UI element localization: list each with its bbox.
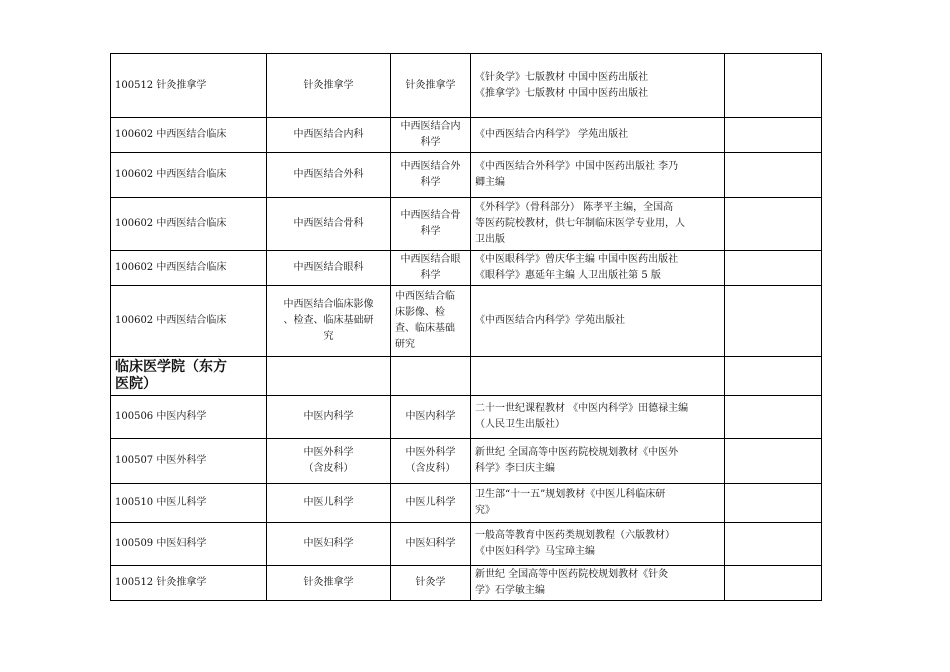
reference-book-cell: [471, 286, 725, 357]
reference-book-line: 科学》李曰庆主编: [475, 463, 555, 474]
exam-subject-text: 查、临床基础: [395, 323, 455, 334]
table-row: [111, 523, 822, 566]
reference-book-cell: [471, 251, 725, 286]
remarks-cell: [725, 566, 822, 601]
major-code-cell: [111, 523, 267, 566]
table-row: [111, 54, 822, 118]
research-direction-text: 针灸推拿学: [303, 79, 354, 91]
major-code-cell: [111, 251, 267, 286]
reference-book-line: 《中西医结合外科学》中国中医药出版社 李乃: [475, 161, 679, 172]
exam-subject-cell: [391, 153, 471, 198]
research-direction-text: （含皮科）: [303, 463, 354, 474]
empty-cell: [267, 357, 391, 396]
research-direction-cell: [267, 523, 391, 566]
reference-book-line: 《中医妇科学》马宝璋主编: [475, 546, 595, 557]
table-row: [111, 118, 822, 153]
table-row: [111, 286, 822, 357]
reference-book-line: 《外科学》（骨科部分） 陈孝平主编，全国高: [475, 202, 674, 213]
reference-book-line: 《针灸学》七版教材 中国中医药出版社: [475, 71, 649, 83]
exam-subject-cell: [391, 54, 471, 118]
reference-book-line: 二十一世纪课程教材 《中医内科学》田德禄主编: [475, 403, 689, 414]
research-direction-text: 中医妇科学: [303, 538, 354, 549]
reference-book-line: 《眼科学》惠延年主编 人卫出版社第 5 版: [475, 270, 661, 281]
reference-book-line: 卫生部“十一五”规划教材《中医儿科临床研: [475, 489, 666, 500]
exam-subject-text: 科学: [420, 226, 441, 237]
exam-subject-text: 中医妇科学: [405, 538, 456, 549]
research-direction-cell: [267, 118, 391, 153]
empty-cell: [725, 357, 822, 396]
reference-book-line: 卿主编: [475, 177, 505, 188]
reference-book-cell: [471, 566, 725, 601]
major-code-cell: [111, 396, 267, 439]
major-code-text: 100509 中医妇科学: [115, 538, 207, 549]
table-row: [111, 566, 822, 601]
reference-book-cell: [471, 118, 725, 153]
exam-subject-text: 针灸推拿学: [405, 79, 456, 91]
exam-subject-text: 中医儿科学: [405, 497, 456, 508]
reference-book-line: 卫出版: [475, 234, 505, 245]
research-direction-cell: [267, 153, 391, 198]
reference-book-line: 新世纪 全国高等中医药院校规划教材《中医外: [475, 447, 679, 458]
major-code-text: 100512 针灸推拿学: [115, 79, 207, 91]
exam-subject-text: 科学: [420, 177, 441, 188]
major-code-text: 100510 中医儿科学: [115, 497, 207, 508]
remarks-cell: [725, 153, 822, 198]
research-direction-cell: [267, 198, 391, 251]
research-direction-text: 中西医结合外科: [293, 169, 364, 180]
table-row: [111, 153, 822, 198]
reference-book-cell: [471, 198, 725, 251]
research-direction-text: 中医儿科学: [303, 497, 354, 508]
exam-subject-text: 中西医结合眼: [400, 254, 461, 265]
table-row: [111, 251, 822, 286]
reference-book-line: 学》石学敏主编: [475, 585, 545, 596]
exam-subject-text: 床影像、检: [395, 307, 445, 318]
major-code-text: 100506 中医内科学: [115, 411, 207, 422]
exam-subject-text: 科学: [420, 137, 441, 148]
research-direction-text: 中西医结合内科: [293, 129, 364, 140]
section-title: 医院）: [115, 376, 157, 392]
research-direction-cell: [267, 396, 391, 439]
research-direction-text: 中西医结合骨科: [293, 218, 364, 229]
remarks-cell: [725, 484, 822, 523]
research-direction-cell: [267, 251, 391, 286]
major-code-cell: [111, 286, 267, 357]
research-direction-cell: [267, 54, 391, 118]
research-direction-text: 、检查、临床基础研: [283, 315, 374, 326]
reference-book-cell: [471, 484, 725, 523]
exam-subject-cell: [391, 286, 471, 357]
research-direction-text: 中西医结合临床影像: [283, 299, 374, 310]
remarks-cell: [725, 286, 822, 357]
research-direction-cell: [267, 439, 391, 484]
table-row: [111, 198, 822, 251]
reference-book-cell: [471, 396, 725, 439]
major-code-cell: [111, 118, 267, 153]
research-direction-text: 中西医结合眼科: [293, 262, 364, 273]
exam-subject-cell: [391, 523, 471, 566]
major-code-cell: [111, 484, 267, 523]
major-code-text: 100602 中西医结合临床: [115, 218, 227, 229]
remarks-cell: [725, 523, 822, 566]
reference-book-line: 《中西医结合内科学》 学苑出版社: [475, 129, 629, 140]
exam-subject-cell: [391, 396, 471, 439]
major-code-text: 100507 中医外科学: [115, 455, 207, 466]
exam-subject-cell: [391, 118, 471, 153]
remarks-cell: [725, 251, 822, 286]
major-code-text: 100602 中西医结合临床: [115, 315, 227, 326]
section-title-cell: [111, 357, 267, 396]
textbook-table: [110, 53, 822, 601]
major-code-text: 100512 针灸推拿学: [115, 577, 207, 588]
major-code-text: 100602 中西医结合临床: [115, 169, 227, 180]
empty-cell: [391, 357, 471, 396]
remarks-cell: [725, 396, 822, 439]
table-row: [111, 439, 822, 484]
research-direction-text: 究: [323, 331, 334, 342]
major-code-cell: [111, 54, 267, 118]
research-direction-text: 中医外科学: [303, 447, 354, 458]
research-direction-text: 中医内科学: [303, 411, 354, 422]
research-direction-text: 针灸推拿学: [303, 577, 354, 588]
exam-subject-text: 中医外科学: [405, 447, 456, 458]
reference-book-line: 《中医眼科学》曾庆华主编 中国中医药出版社: [475, 254, 679, 265]
exam-subject-text: 研究: [395, 339, 415, 350]
exam-subject-text: 中西医结合骨: [400, 210, 461, 221]
reference-book-cell: [471, 153, 725, 198]
remarks-cell: [725, 54, 822, 118]
exam-subject-cell: [391, 566, 471, 601]
exam-subject-text: 中西医结合内: [400, 121, 461, 132]
exam-subject-cell: [391, 251, 471, 286]
major-code-text: 100602 中西医结合临床: [115, 129, 227, 140]
reference-book-line: 《中西医结合内科学》学苑出版社: [475, 315, 625, 326]
section-title: 临床医学院（东方: [115, 359, 227, 375]
table-row: [111, 396, 822, 439]
reference-book-line: 究》: [475, 505, 495, 516]
major-code-text: 100602 中西医结合临床: [115, 262, 227, 273]
exam-subject-cell: [391, 484, 471, 523]
exam-subject-cell: [391, 439, 471, 484]
remarks-cell: [725, 198, 822, 251]
exam-subject-cell: [391, 198, 471, 251]
exam-subject-text: 科学: [420, 270, 441, 281]
reference-book-line: （人民卫生出版社）: [475, 419, 565, 430]
major-code-cell: [111, 566, 267, 601]
reference-book-cell: [471, 54, 725, 118]
major-code-cell: [111, 153, 267, 198]
major-code-cell: [111, 439, 267, 484]
reference-book-line: 新世纪 全国高等中医药院校规划教材《针灸: [475, 569, 669, 580]
reference-book-cell: [471, 439, 725, 484]
exam-subject-text: （含皮科）: [405, 463, 456, 474]
table-row: [111, 484, 822, 523]
major-code-cell: [111, 198, 267, 251]
exam-subject-text: 中医内科学: [405, 411, 456, 422]
reference-book-line: 等医药院校教材，供七年制临床医学专业用，人: [475, 218, 685, 229]
reference-book-line: 一般高等教育中医药类规划教程（六版教材）: [475, 530, 675, 541]
reference-book-line: 《推拿学》七版教材 中国中医药出版社: [475, 87, 649, 99]
reference-book-cell: [471, 523, 725, 566]
exam-subject-text: 中西医结合外: [400, 161, 461, 172]
section-header-row: [111, 357, 822, 396]
exam-subject-text: 中西医结合临: [395, 291, 455, 302]
research-direction-cell: [267, 566, 391, 601]
remarks-cell: [725, 439, 822, 484]
research-direction-cell: [267, 286, 391, 357]
research-direction-cell: [267, 484, 391, 523]
remarks-cell: [725, 118, 822, 153]
empty-cell: [471, 357, 725, 396]
exam-subject-text: 针灸学: [415, 577, 446, 588]
